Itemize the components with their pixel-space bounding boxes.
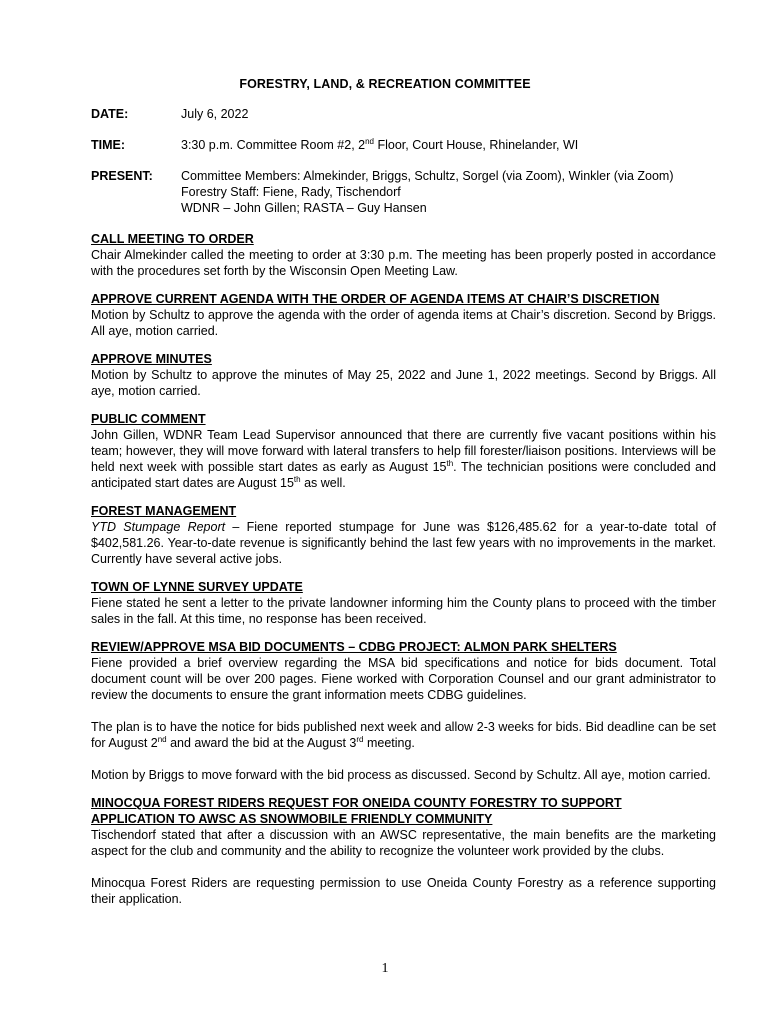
present-line: Committee Members: Almekinder, Briggs, Schultz, Sorgel (via Zoom), Winkler (via Zoom) xyxy=(181,169,674,183)
section-text: John Gillen, WDNR Team Lead Supervisor announced that there are currently five vacant positions within his team; however, they will move forward with lateral transfers to help fill forester/liaison positions. Interviews will be held next week with possible start dates as early as August 15th. The technician positions were concluded and anticipated start dates are August 15th as well. xyxy=(91,428,717,490)
section-heading: FOREST MANAGEMENT xyxy=(91,504,237,518)
section-heading: APPROVE MINUTES xyxy=(91,352,212,366)
section-approve-agenda xyxy=(91,291,716,339)
section-heading: MINOCQUA FOREST RIDERS REQUEST FOR ONEIDA COUNTY FORESTRY TO SUPPORT xyxy=(91,796,622,810)
section-text: YTD Stumpage Report – Fiene reported stumpage for June was $126,485.62 for a year-to-date total of $402,581.26. Year-to-date revenue is significantly behind the last few years with no improvements in the market. Currently have several active jobs. xyxy=(91,520,716,566)
section-heading: PUBLIC COMMENT xyxy=(91,412,206,426)
minutes-body xyxy=(91,231,716,919)
present-line: Forestry Staff: Fiene, Rady, Tischendorf xyxy=(181,185,401,199)
time-label: TIME: xyxy=(91,138,126,152)
section-text: Motion by Briggs to move forward with the bid process as discussed. Second by Schultz. All aye, motion carried. xyxy=(91,768,711,782)
section-lynne-survey xyxy=(91,579,716,627)
section-heading: TOWN OF LYNNE SURVEY UPDATE xyxy=(91,580,303,594)
section-text: Chair Almekinder called the meeting to order at 3:30 p.m. The meeting has been properly posted in accordance with the procedures set forth by the Wisconsin Open Meeting Law. xyxy=(91,248,716,278)
document-title: FORESTRY, LAND, & RECREATION COMMITTEE xyxy=(239,77,531,91)
page-number: 1 xyxy=(381,961,389,976)
present-label: PRESENT: xyxy=(91,169,153,183)
section-forest-management xyxy=(91,503,716,567)
section-forest-riders xyxy=(91,795,716,907)
section-heading: CALL MEETING TO ORDER xyxy=(91,232,254,246)
section-text: Fiene provided a brief overview regarding the MSA bid specifications and notice for bids document. Total document count will be over 200 pages. Fiene worked with Corporation Counsel and our grant administrator to review the documents to ensure the grant information meets CDBG guidelines. xyxy=(91,656,716,702)
time-value: 3:30 p.m. Committee Room #2, 2nd Floor, Court House, Rhinelander, WI xyxy=(181,137,579,152)
report-name: YTD Stumpage Report xyxy=(91,520,226,534)
date-label: DATE: xyxy=(91,107,129,121)
section-text: Fiene stated he sent a letter to the private landowner informing him the County plans to proceed with the timber sales in the fall. At this time, no response has been received. xyxy=(91,596,716,626)
section-text: Motion by Schultz to approve the agenda with the order of agenda items at Chair’s discretion. Second by Briggs. All aye, motion carried. xyxy=(91,308,716,338)
section-heading: REVIEW/APPROVE MSA BID DOCUMENTS – CDBG PROJECT: ALMON PARK SHELTERS xyxy=(91,640,617,654)
section-public-comment xyxy=(91,411,716,491)
section-text: Motion by Schultz to approve the minutes of May 25, 2022 and June 1, 2022 meetings. Second by Briggs. All aye, motion carried. xyxy=(91,368,716,398)
present-line: WDNR – John Gillen; RASTA – Guy Hansen xyxy=(181,201,427,215)
section-call-to-order xyxy=(91,231,716,279)
section-text: The plan is to have the notice for bids published next week and allow 2-3 weeks for bids. Bid deadline can be set for August 2nd and award the bid at the August 3rd meeting. xyxy=(91,720,716,750)
section-text: Tischendorf stated that after a discussion with an AWSC representative, the main benefits are the marketing aspect for the club and community and the ability to recognize the volunteer work provided by the clubs. xyxy=(91,828,716,858)
section-msa-bid xyxy=(91,639,716,783)
section-text: Minocqua Forest Riders are requesting permission to use Oneida County Forestry as a reference supporting their application. xyxy=(91,876,716,906)
section-approve-minutes xyxy=(91,351,716,399)
present-list xyxy=(181,168,731,216)
date-value: July 6, 2022 xyxy=(181,107,249,121)
section-heading: APPROVE CURRENT AGENDA WITH THE ORDER OF AGENDA ITEMS AT CHAIR’S DISCRETION xyxy=(91,292,660,306)
section-heading: APPLICATION TO AWSC AS SNOWMOBILE FRIENDLY COMMUNITY xyxy=(91,812,493,826)
